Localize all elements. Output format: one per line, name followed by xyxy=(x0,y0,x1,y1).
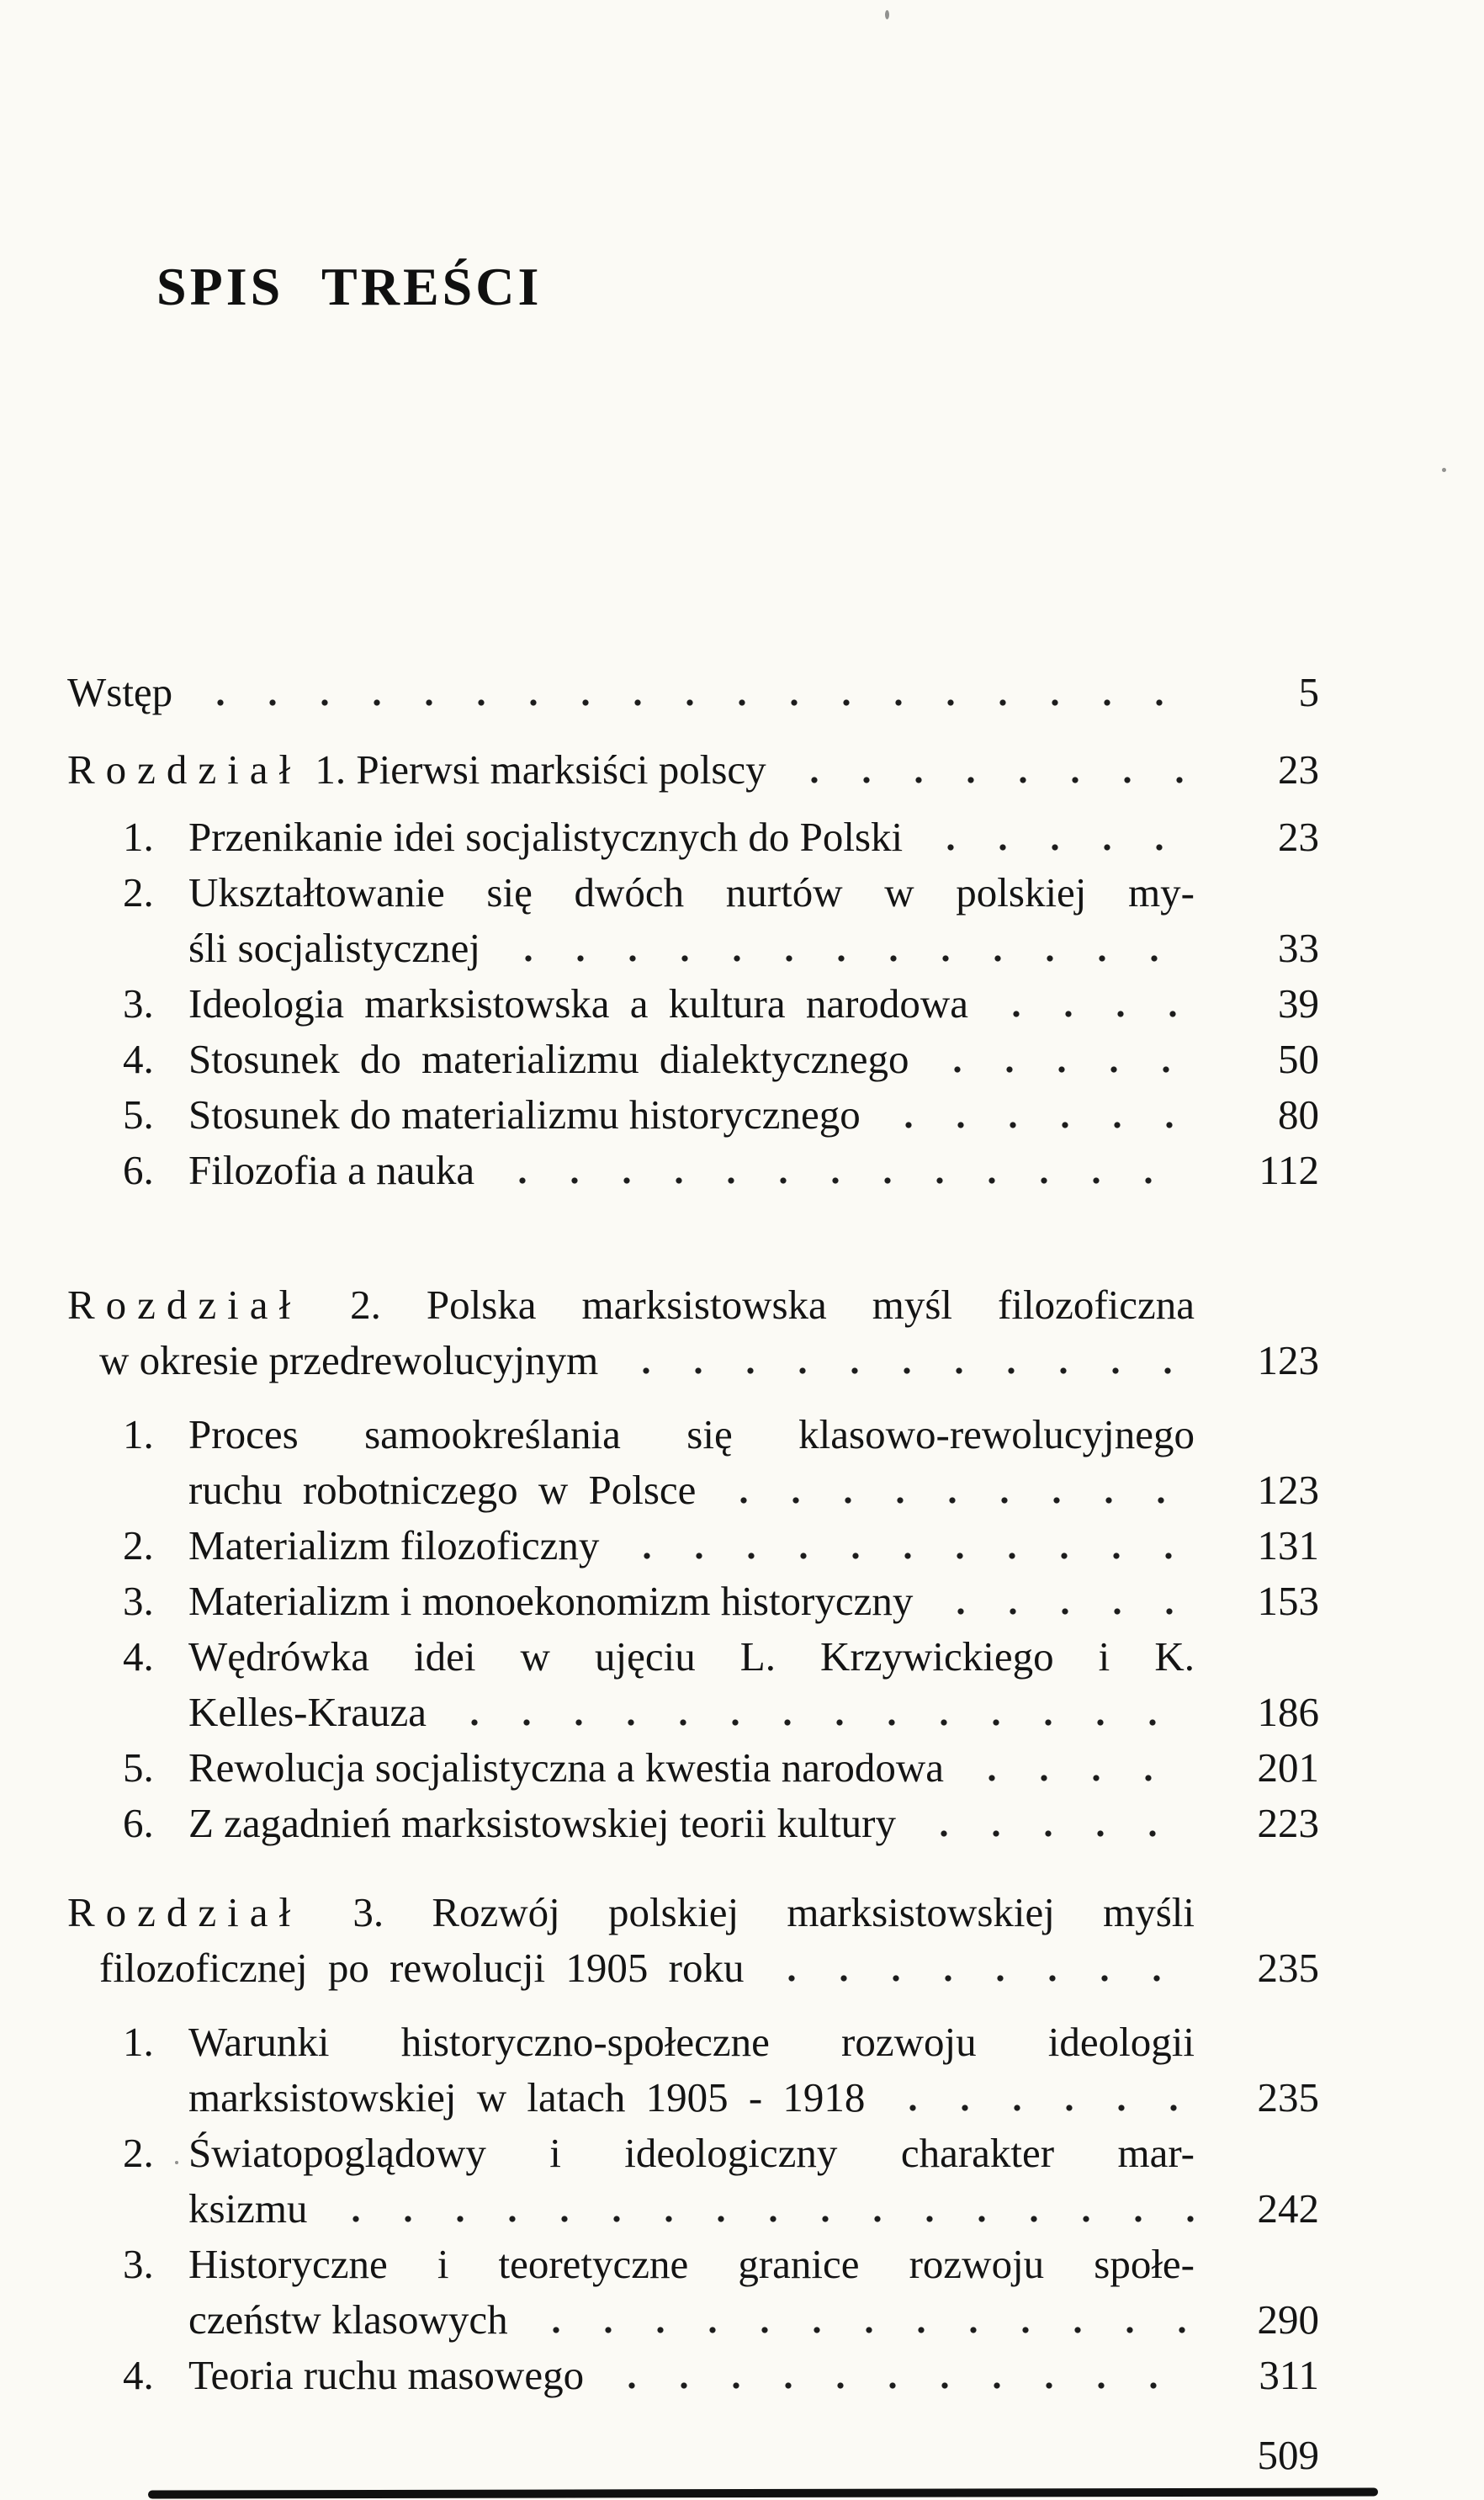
toc-item-number: 2. xyxy=(123,1522,154,1568)
toc-page-number: 235 xyxy=(1257,1945,1319,1991)
toc-line xyxy=(67,1277,1319,1333)
toc-line xyxy=(67,809,1319,865)
toc-item-number: 4. xyxy=(123,1633,154,1680)
toc-page-number: 39 xyxy=(1278,980,1319,1027)
toc-line xyxy=(67,2292,1319,2348)
toc-page-number: 50 xyxy=(1278,1036,1319,1082)
toc-chapter-word: Rozdział xyxy=(67,1282,302,1328)
toc-entry-text: Teoria ruchu masowego xyxy=(188,2352,585,2398)
toc-chapter-word: Rozdział xyxy=(67,746,302,793)
toc-item-number: 5. xyxy=(123,1091,154,1138)
dot-leader xyxy=(520,2292,1196,2348)
toc-page-number: 290 xyxy=(1257,2296,1319,2343)
toc-page-number: 33 xyxy=(1278,925,1319,971)
toc-entry-text: Materializm filozoficzny xyxy=(188,1522,600,1568)
dot-leader xyxy=(778,742,1196,798)
dot-leader xyxy=(956,1740,1196,1796)
toc-entry-text: Rewolucja socjalistyczna a kwestia narodowa xyxy=(188,1744,945,1791)
toc-entry-text: Materializm i monoekonomizm historyczny xyxy=(188,1578,914,1624)
toc-item-number: 3. xyxy=(123,2241,154,2287)
toc-entry-text: Stosunek do materializmu historycznego xyxy=(188,1091,861,1138)
toc-item-number: 6. xyxy=(123,1800,154,1846)
toc-line xyxy=(67,865,1319,921)
toc-page-number: 23 xyxy=(1278,746,1319,793)
toc-entry-text: Stosunek do materializmu dialektycznego xyxy=(188,1036,909,1082)
scan-speck xyxy=(1442,468,1446,472)
toc-item-number: 4. xyxy=(123,2352,154,2398)
toc-line xyxy=(67,2126,1319,2181)
toc-entry-text: Ideologia marksistowska a kultura narodowa xyxy=(188,980,969,1027)
toc-entry-text: Kelles-Krauza xyxy=(188,1689,427,1735)
toc-line xyxy=(67,2070,1319,2126)
toc-page-number: 5 xyxy=(1298,669,1319,715)
toc-entry-text: Z zagadnień marksistowskiej teorii kultury xyxy=(188,1800,896,1846)
dot-leader xyxy=(872,1087,1196,1143)
dot-leader xyxy=(755,1940,1196,1996)
toc-entry-text: Ukształtowanie się dwóch nurtów w polskiej my- xyxy=(188,869,1195,916)
toc-page-number: 311 xyxy=(1259,2352,1319,2398)
toc-line xyxy=(67,1940,1319,1996)
toc-page-number: 80 xyxy=(1278,1091,1319,1138)
toc-line xyxy=(67,1885,1319,1940)
toc-entry-text: czeństw klasowych xyxy=(188,2296,508,2343)
toc-item-number: 1. xyxy=(123,1411,154,1457)
toc-entry-text: Światopoglądowy i ideologiczny charakter mar- xyxy=(188,2130,1195,2176)
dot-leader xyxy=(596,2348,1196,2403)
toc-entry-text: Wędrówka idei w ujęciu L. Krzywickiego i K. xyxy=(188,1633,1195,1680)
toc-page-number: 242 xyxy=(1257,2185,1319,2232)
toc-page-number: 123 xyxy=(1257,1337,1319,1383)
dot-leader xyxy=(611,1518,1196,1574)
dot-leader xyxy=(486,1143,1196,1198)
toc-chapter-title: Rozdział 1. Pierwsi marksiści polscy xyxy=(67,746,766,793)
toc-entry-text: marksistowskiej w latach 1905 - 1918 xyxy=(188,2074,866,2120)
toc-line xyxy=(67,1740,1319,1796)
toc-chapter-word: Rozdział xyxy=(67,1889,302,1935)
scan-speck xyxy=(175,2161,178,2164)
toc-item-number: 3. xyxy=(123,980,154,1027)
toc-chapter-title: Rozdział 3. Rozwój polskiej marksistowskiej myśli xyxy=(67,1889,1195,1935)
toc-line xyxy=(67,1518,1319,1574)
toc-line xyxy=(67,1574,1319,1629)
dot-leader xyxy=(610,1333,1196,1388)
toc-line xyxy=(67,976,1319,1032)
toc-line xyxy=(67,1629,1319,1685)
toc-page-number: 223 xyxy=(1257,1800,1319,1846)
toc-item-number: 2. xyxy=(123,869,154,916)
toc-entry-text: ruchu robotniczego w Polsce xyxy=(188,1467,697,1513)
toc-line xyxy=(67,1032,1319,1087)
toc-line xyxy=(67,2348,1319,2403)
toc-entry-text: Przenikanie idei socjalistycznych do Polski xyxy=(188,814,904,860)
toc-line xyxy=(67,2181,1319,2237)
dot-leader xyxy=(980,976,1196,1032)
toc-item-number: 6. xyxy=(123,1147,154,1193)
toc-page-number: 235 xyxy=(1257,2074,1319,2120)
toc-line xyxy=(67,921,1319,976)
toc-page-number: 131 xyxy=(1257,1522,1319,1568)
dot-leader xyxy=(320,2181,1196,2237)
dot-leader xyxy=(438,1685,1196,1740)
dot-leader xyxy=(908,1796,1196,1851)
toc-entry-text: śli socjalistycznej xyxy=(188,925,480,971)
toc-line xyxy=(67,1087,1319,1143)
toc-line xyxy=(67,2237,1319,2292)
toc-page-number: 123 xyxy=(1257,1467,1319,1513)
toc-page-number: 112 xyxy=(1259,1147,1319,1193)
book-page-number: 509 xyxy=(1257,2432,1319,2478)
toc-item-number: 1. xyxy=(123,814,154,860)
toc-entry-text: Historyczne i teoretyczne granice rozwoju społe- xyxy=(188,2241,1195,2287)
toc-line xyxy=(67,665,1319,720)
toc-entry-text: w okresie przedrewolucyjnym xyxy=(99,1337,599,1383)
toc-entry-text: Filozofia a nauka xyxy=(188,1147,475,1193)
toc-line xyxy=(67,1143,1319,1198)
dot-leader xyxy=(921,1032,1196,1087)
dot-leader xyxy=(492,921,1196,976)
toc-line xyxy=(67,742,1319,798)
dot-leader xyxy=(877,2070,1196,2126)
toc-entry-text: Proces samookreślania się klasowo-rewolucyjnego xyxy=(188,1411,1195,1457)
dot-leader xyxy=(925,1574,1196,1629)
toc-line xyxy=(67,1333,1319,1388)
dot-leader xyxy=(914,809,1196,865)
toc-entry-text: filozoficznej po rewolucji 1905 roku xyxy=(99,1945,745,1991)
page-title: SPIS TREŚCI xyxy=(156,257,543,316)
toc-entry-text: Wstęp xyxy=(67,669,173,715)
scan-edge-artifact xyxy=(148,2487,1378,2498)
toc-list xyxy=(67,665,1319,2403)
toc-entry-text: ksizmu xyxy=(188,2185,308,2232)
toc-chapter-title: Rozdział 2. Polska marksistowska myśl filozoficzna xyxy=(67,1282,1195,1328)
toc-item-number: 5. xyxy=(123,1744,154,1791)
toc-line xyxy=(67,2014,1319,2070)
toc-line xyxy=(67,1407,1319,1462)
toc-page-number: 186 xyxy=(1257,1689,1319,1735)
toc-line xyxy=(67,1685,1319,1740)
dot-leader xyxy=(708,1462,1196,1518)
scan-speck xyxy=(885,10,889,19)
toc-entry-text: Warunki historyczno-społeczne rozwoju ideologii xyxy=(188,2019,1195,2065)
dot-leader xyxy=(184,665,1196,720)
toc-line xyxy=(67,1462,1319,1518)
toc-page-number: 201 xyxy=(1257,1744,1319,1791)
toc-line xyxy=(67,1796,1319,1851)
toc-page-number: 23 xyxy=(1278,814,1319,860)
toc-item-number: 4. xyxy=(123,1036,154,1082)
toc-item-number: 2. xyxy=(123,2130,154,2176)
toc-page-number: 153 xyxy=(1257,1578,1319,1624)
toc-item-number: 1. xyxy=(123,2019,154,2065)
toc-item-number: 3. xyxy=(123,1578,154,1624)
